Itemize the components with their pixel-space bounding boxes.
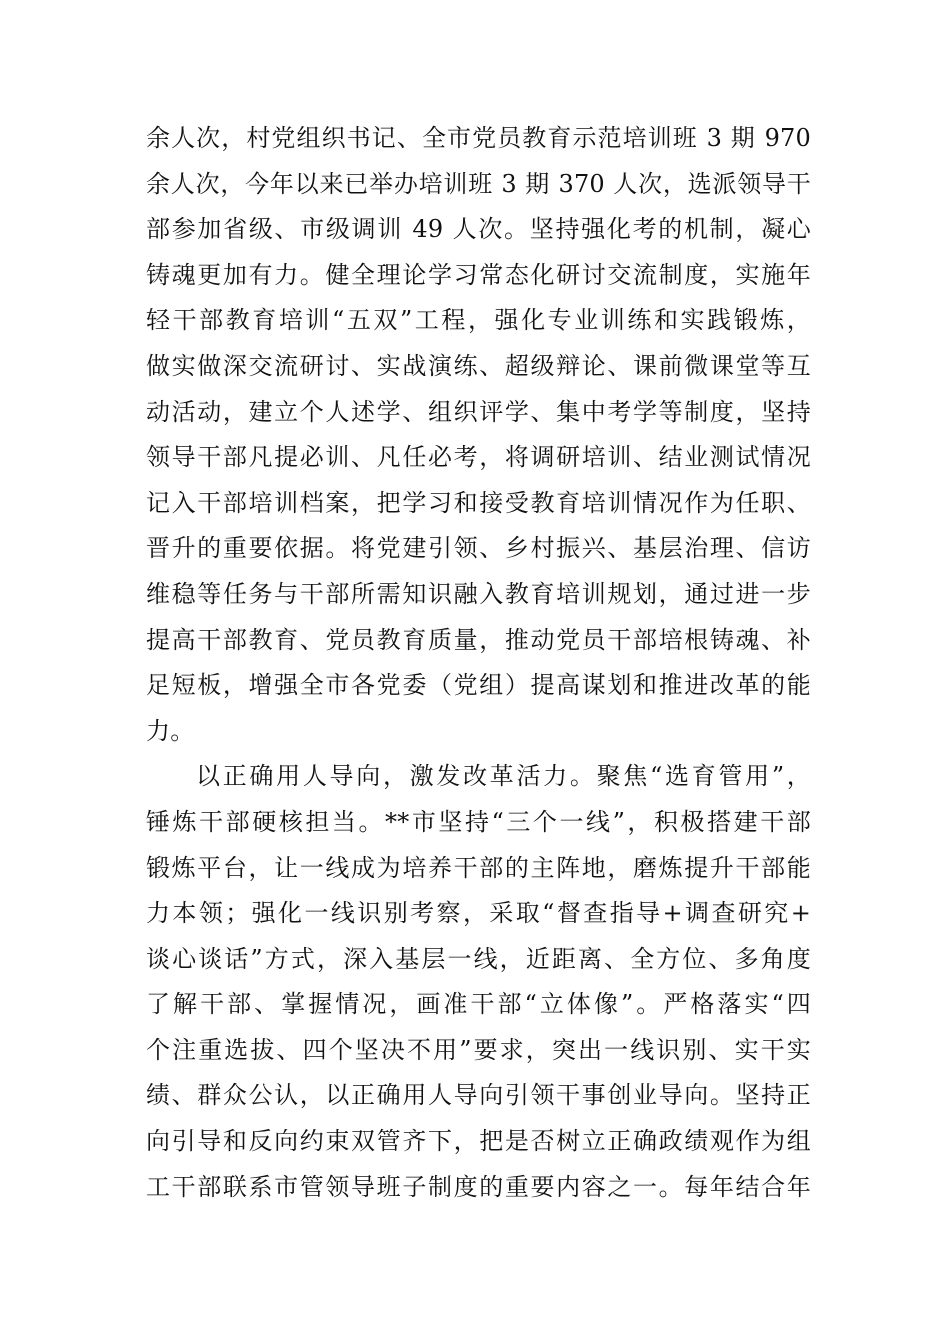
text-line: 轻干部教育培训“五双”工程，强化专业训练和实践锻炼， [146, 306, 811, 335]
text-line: 足短板，增强全市各党委（党组）提高谋划和推进改革的能 [146, 671, 811, 700]
text-line: 维稳等任务与干部所需知识融入教育培训规划，通过进一步 [146, 579, 811, 608]
text-line: 记入干部培训档案，把学习和接受教育培训情况作为任职、 [146, 488, 811, 517]
text-line: 提高干部教育、党员教育质量，推动党员干部培根铸魂、补 [146, 625, 811, 654]
text-line: 个注重选拔、四个坚决不用”要求，突出一线识别、实干实 [146, 1035, 811, 1064]
text-line: 领导干部凡提必训、凡任必考，将调研培训、结业测试情况 [146, 443, 811, 472]
text-line: 工干部联系市管领导班子制度的重要内容之一。每年结合年 [146, 1172, 811, 1201]
text-line: 力本领；强化一线识别考察，采取“督查指导+调查研究+ [146, 899, 811, 928]
text-line: 向引导和反向约束双管齐下，把是否树立正确政绩观作为组 [146, 1127, 811, 1156]
text-line: 动活动，建立个人述学、组织评学、集中考学等制度，坚持 [146, 397, 811, 426]
text-line: 锻炼平台，让一线成为培养干部的主阵地，磨炼提升干部能 [146, 853, 811, 882]
text-line: 余人次，村党组织书记、全市党员教育示范培训班 3 期 970 [146, 124, 811, 152]
text-line: 绩、群众公认，以正确用人导向引领干事创业导向。坚持正 [146, 1081, 811, 1110]
paragraph-1 [146, 116, 811, 754]
text-line: 以正确用人导向，激发改革活力。聚焦“选育管用”， [196, 762, 811, 791]
text-line: 余人次，今年以来已举办培训班 3 期 370 人次，选派领导干 [146, 169, 811, 198]
text-line: 做实做深交流研讨、实战演练、超级辩论、课前微课堂等互 [146, 351, 811, 380]
text-line: 谈心谈话”方式，深入基层一线，近距离、全方位、多角度 [146, 944, 811, 973]
text-line: 锤炼干部硬核担当。**市坚持“三个一线”，积极搭建干部 [146, 807, 811, 836]
text-line: 力。 [146, 716, 195, 745]
text-line: 铸魂更加有力。健全理论学习常态化研讨交流制度，实施年 [146, 260, 811, 289]
text-line: 晋升的重要依据。将党建引领、乡村振兴、基层治理、信访 [146, 534, 811, 563]
body-text [146, 116, 811, 1210]
paragraph-2 [146, 754, 811, 1210]
text-line: 部参加省级、市级调训 49 人次。坚持强化考的机制，凝心 [146, 215, 811, 244]
text-line: 了解干部、掌握情况，画准干部“立体像”。严格落实“四 [146, 990, 811, 1019]
